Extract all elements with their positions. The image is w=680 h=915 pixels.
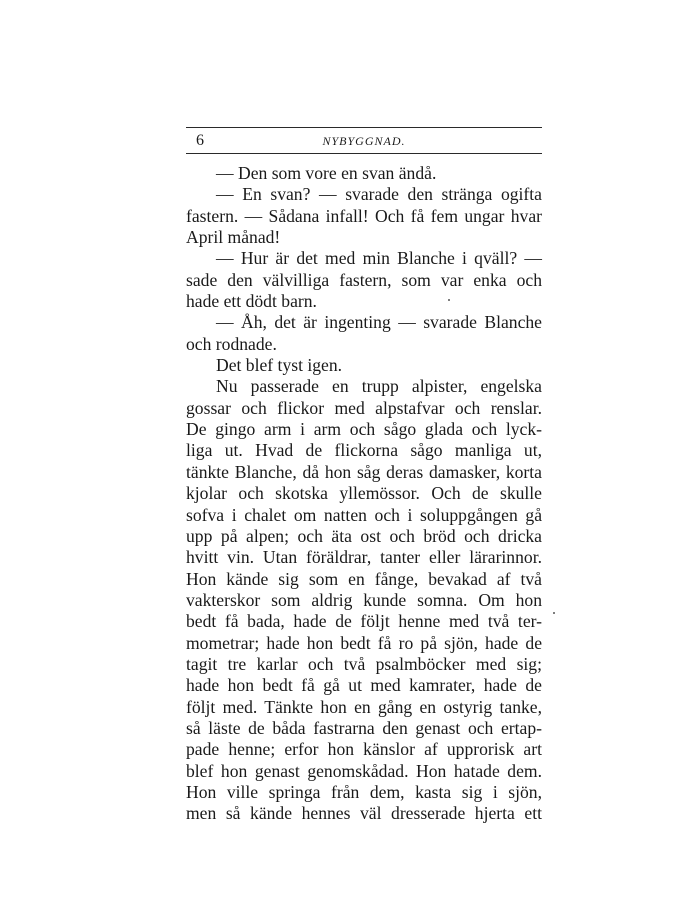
- text-line: så läste de båda fastrarna den genast och ertap-: [186, 717, 542, 738]
- text-line: kjolar och skotska yllemössor. Och de skulle: [186, 483, 542, 504]
- text-line: — Den som vore en svan ändå.: [216, 163, 437, 183]
- header-rule-top: [186, 127, 542, 128]
- text-line: — En svan? — svarade den stränga ogifta: [216, 184, 542, 205]
- text-line: hade ett dödt barn.: [186, 291, 317, 312]
- text-line: följt med. Tänkte hon en gång en ostyrig tanke,: [186, 696, 542, 717]
- text-line: De gingo arm i arm och sågo glada och lyck-: [186, 419, 542, 440]
- running-title: NYBYGGNAD.: [322, 134, 406, 148]
- text-line: — Åh, det är ingenting — svarade Blanche: [216, 312, 542, 333]
- text-line: pade henne; erfor hon känslor af upprorisk art: [186, 739, 542, 760]
- text-line: hvitt vin. Utan föräldrar, tanter eller lärarinnor.: [186, 547, 542, 568]
- text-line: upp på alpen; och äta ost och bröd och dricka: [186, 525, 542, 546]
- text-line: — Hur är det med min Blanche i qväll? —: [216, 248, 542, 269]
- text-line: sofva i chalet om natten och i soluppgången gå: [186, 504, 542, 525]
- text-line: men så kände hennes väl dresserade hjerta ett: [186, 803, 542, 824]
- text-line: vakterskor som aldrig kunde somna. Om hon: [186, 589, 542, 610]
- text-line: och rodnade.: [186, 333, 277, 354]
- text-line: tänkte Blanche, då hon såg deras damasker, korta: [186, 461, 542, 482]
- page-number: 6: [196, 132, 204, 149]
- text-line: Hon ville springa från dem, kasta sig i sjön,: [186, 781, 542, 802]
- text-line: blef hon genast genomskådad. Hon hatade dem.: [186, 760, 542, 781]
- body-text: [186, 163, 542, 825]
- text-line: hade hon bedt få gå ut med kamrater, hade de: [186, 675, 542, 696]
- text-line: fastern. — Sådana infall! Och få fem ungar hvar: [186, 205, 542, 226]
- text-line: April månad!: [186, 227, 281, 248]
- text-line: gossar och flickor med alpstafvar och renslar.: [186, 397, 542, 418]
- text-line: mometrar; hade hon bedt få ro på sjön, hade de: [186, 632, 542, 653]
- running-header: [186, 131, 542, 151]
- header-rule-bottom: [186, 153, 542, 154]
- text-line: tagit tre karlar och två psalmböcker med sig;: [186, 653, 542, 674]
- text-line: Det blef tyst igen.: [216, 355, 343, 376]
- text-line: liga ut. Hvad de flickorna sågo manliga ut,: [186, 440, 542, 461]
- text-line: bedt få bada, hade de följt henne med två ter-: [186, 611, 542, 632]
- text-line: sade den välvilliga fastern, som var enka och: [186, 269, 542, 290]
- print-speck: [553, 612, 555, 614]
- text-line: Nu passerade en trupp alpister, engelska: [216, 376, 542, 397]
- print-speck: [448, 299, 450, 301]
- text-line: Hon kände sig som en fånge, bevakad af två: [186, 568, 542, 589]
